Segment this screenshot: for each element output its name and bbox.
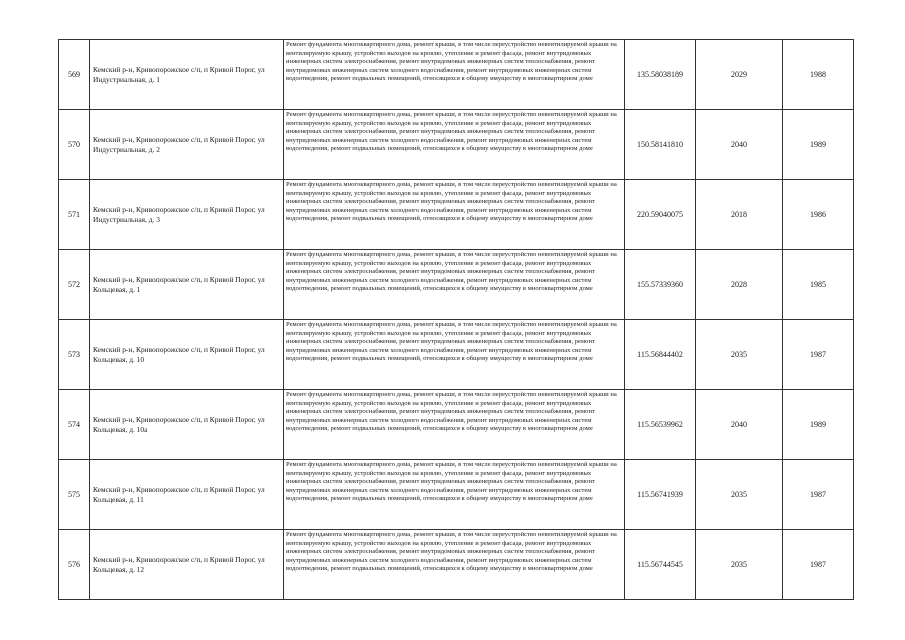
- cost-cell: 115.56844402: [625, 320, 696, 390]
- plan-year-cell: 2035: [696, 530, 783, 600]
- row-number-cell: 575: [59, 460, 90, 530]
- build-year-cell: 1985: [783, 250, 854, 320]
- plan-year-cell: 2035: [696, 460, 783, 530]
- row-number-cell: 569: [59, 40, 90, 110]
- cost-cell: 115.56539962: [625, 390, 696, 460]
- address-cell: Кемский р-н, Кривопорожское с/п, п Кривой Порог, ул Кольцевая, д. 1: [90, 250, 284, 320]
- row-number-cell: 574: [59, 390, 90, 460]
- registry-table: [58, 39, 854, 600]
- works-cell: Ремонт фундамента многоквартирного дома, ремонт крыши, в том числе переустройство невентилируемой крыши на вентилируемую крышу, устройство выходов на кровлю, утепление и ремонт фасада, ремонт внутридомовых инженерных систем электроснабжения, ремонт внутридомовых инженерных систем теплоснабжения, ремонт внутридомовых инженерных систем холодного водоснабжения, ремонт внутридомовых инженерных систем водоотведения, ремонт подвальных помещений, относящихся к общему имуществу в многоквартирном доме: [284, 40, 625, 110]
- address-cell: Кемский р-н, Кривопорожское с/п, п Кривой Порог, ул Индустриальная, д. 2: [90, 110, 284, 180]
- cost-cell: 220.59040075: [625, 180, 696, 250]
- works-cell: Ремонт фундамента многоквартирного дома, ремонт крыши, в том числе переустройство невентилируемой крыши на вентилируемую крышу, устройство выходов на кровлю, утепление и ремонт фасада, ремонт внутридомовых инженерных систем электроснабжения, ремонт внутридомовых инженерных систем теплоснабжения, ремонт внутридомовых инженерных систем холодного водоснабжения, ремонт внутридомовых инженерных систем водоотведения, ремонт подвальных помещений, относящихся к общему имуществу в многоквартирном доме: [284, 250, 625, 320]
- table-row: [59, 530, 854, 600]
- build-year-cell: 1986: [783, 180, 854, 250]
- works-cell: Ремонт фундамента многоквартирного дома, ремонт крыши, в том числе переустройство невентилируемой крыши на вентилируемую крышу, устройство выходов на кровлю, утепление и ремонт фасада, ремонт внутридомовых инженерных систем электроснабжения, ремонт внутридомовых инженерных систем теплоснабжения, ремонт внутридомовых инженерных систем холодного водоснабжения, ремонт внутридомовых инженерных систем водоотведения, ремонт подвальных помещений, относящихся к общему имуществу в многоквартирном доме: [284, 110, 625, 180]
- cost-cell: 150.58141810: [625, 110, 696, 180]
- table-row: [59, 40, 854, 110]
- table-row: [59, 180, 854, 250]
- plan-year-cell: 2040: [696, 110, 783, 180]
- build-year-cell: 1987: [783, 460, 854, 530]
- plan-year-cell: 2018: [696, 180, 783, 250]
- address-cell: Кемский р-н, Кривопорожское с/п, п Кривой Порог, ул Кольцевая, д. 12: [90, 530, 284, 600]
- address-cell: Кемский р-н, Кривопорожское с/п, п Кривой Порог, ул Индустриальная, д. 1: [90, 40, 284, 110]
- build-year-cell: 1987: [783, 530, 854, 600]
- row-number-cell: 576: [59, 530, 90, 600]
- cost-cell: 135.58038189: [625, 40, 696, 110]
- address-cell: Кемский р-н, Кривопорожское с/п, п Кривой Порог, ул Кольцевая, д. 11: [90, 460, 284, 530]
- works-cell: Ремонт фундамента многоквартирного дома, ремонт крыши, в том числе переустройство невентилируемой крыши на вентилируемую крышу, устройство выходов на кровлю, утепление и ремонт фасада, ремонт внутридомовых инженерных систем электроснабжения, ремонт внутридомовых инженерных систем теплоснабжения, ремонт внутридомовых инженерных систем холодного водоснабжения, ремонт внутридомовых инженерных систем водоотведения, ремонт подвальных помещений, относящихся к общему имуществу в многоквартирном доме: [284, 320, 625, 390]
- row-number-cell: 573: [59, 320, 90, 390]
- table-row: [59, 250, 854, 320]
- document-page: [58, 39, 840, 600]
- cost-cell: 155.57339360: [625, 250, 696, 320]
- build-year-cell: 1988: [783, 40, 854, 110]
- cost-cell: 115.56744545: [625, 530, 696, 600]
- registry-table-body: [59, 40, 854, 600]
- row-number-cell: 571: [59, 180, 90, 250]
- plan-year-cell: 2028: [696, 250, 783, 320]
- build-year-cell: 1987: [783, 320, 854, 390]
- plan-year-cell: 2040: [696, 390, 783, 460]
- address-cell: Кемский р-н, Кривопорожское с/п, п Кривой Порог, ул Кольцевая, д. 10а: [90, 390, 284, 460]
- works-cell: Ремонт фундамента многоквартирного дома, ремонт крыши, в том числе переустройство невентилируемой крыши на вентилируемую крышу, устройство выходов на кровлю, утепление и ремонт фасада, ремонт внутридомовых инженерных систем электроснабжения, ремонт внутридомовых инженерных систем теплоснабжения, ремонт внутридомовых инженерных систем холодного водоснабжения, ремонт внутридомовых инженерных систем водоотведения, ремонт подвальных помещений, относящихся к общему имуществу в многоквартирном доме: [284, 390, 625, 460]
- address-cell: Кемский р-н, Кривопорожское с/п, п Кривой Порог, ул Кольцевая, д. 10: [90, 320, 284, 390]
- address-cell: Кемский р-н, Кривопорожское с/п, п Кривой Порог, ул Индустриальная, д. 3: [90, 180, 284, 250]
- table-row: [59, 460, 854, 530]
- row-number-cell: 570: [59, 110, 90, 180]
- table-row: [59, 320, 854, 390]
- works-cell: Ремонт фундамента многоквартирного дома, ремонт крыши, в том числе переустройство невентилируемой крыши на вентилируемую крышу, устройство выходов на кровлю, утепление и ремонт фасада, ремонт внутридомовых инженерных систем электроснабжения, ремонт внутридомовых инженерных систем теплоснабжения, ремонт внутридомовых инженерных систем холодного водоснабжения, ремонт внутридомовых инженерных систем водоотведения, ремонт подвальных помещений, относящихся к общему имуществу в многоквартирном доме: [284, 180, 625, 250]
- plan-year-cell: 2035: [696, 320, 783, 390]
- build-year-cell: 1989: [783, 390, 854, 460]
- cost-cell: 115.56741939: [625, 460, 696, 530]
- table-row: [59, 390, 854, 460]
- works-cell: Ремонт фундамента многоквартирного дома, ремонт крыши, в том числе переустройство невентилируемой крыши на вентилируемую крышу, устройство выходов на кровлю, утепление и ремонт фасада, ремонт внутридомовых инженерных систем электроснабжения, ремонт внутридомовых инженерных систем теплоснабжения, ремонт внутридомовых инженерных систем холодного водоснабжения, ремонт внутридомовых инженерных систем водоотведения, ремонт подвальных помещений, относящихся к общему имуществу в многоквартирном доме: [284, 460, 625, 530]
- row-number-cell: 572: [59, 250, 90, 320]
- build-year-cell: 1989: [783, 110, 854, 180]
- table-row: [59, 110, 854, 180]
- works-cell: Ремонт фундамента многоквартирного дома, ремонт крыши, в том числе переустройство невентилируемой крыши на вентилируемую крышу, устройство выходов на кровлю, утепление и ремонт фасада, ремонт внутридомовых инженерных систем электроснабжения, ремонт внутридомовых инженерных систем теплоснабжения, ремонт внутридомовых инженерных систем холодного водоснабжения, ремонт внутридомовых инженерных систем водоотведения, ремонт подвальных помещений, относящихся к общему имуществу в многоквартирном доме: [284, 530, 625, 600]
- plan-year-cell: 2029: [696, 40, 783, 110]
